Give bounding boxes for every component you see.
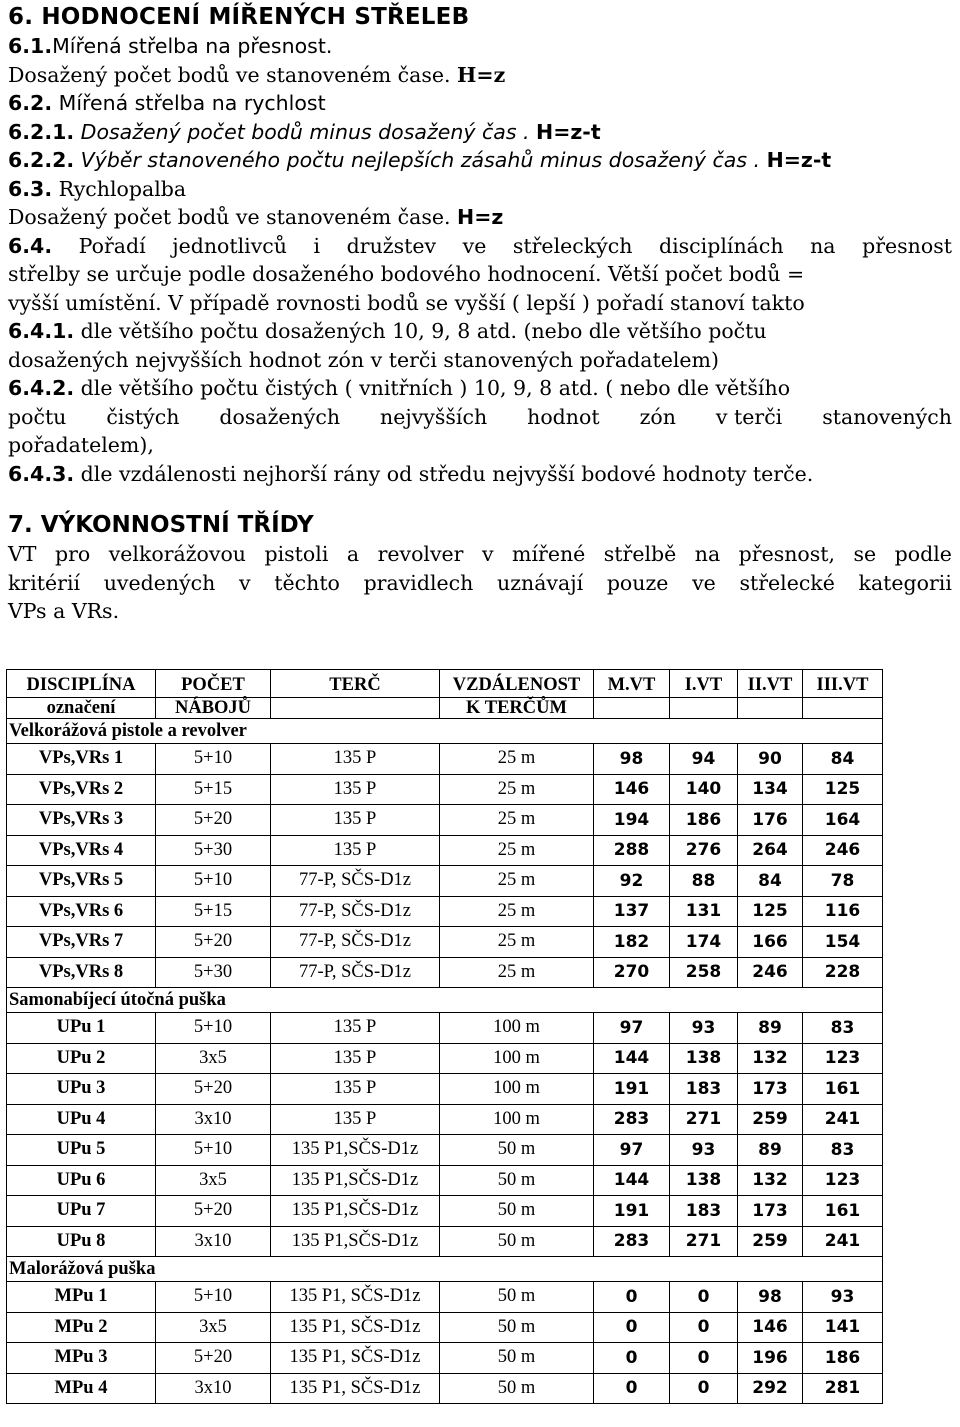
header-distance-sub: K TERČŮM (440, 698, 594, 719)
mvt-cell: 182 (594, 927, 670, 958)
iivt-cell: 176 (738, 805, 803, 836)
target-cell: 135 P (271, 774, 440, 805)
ivt-cell: 0 (670, 1282, 738, 1313)
section-name: Samonabíjecí útočná puška (7, 988, 883, 1013)
header-mvt: M.VT (594, 670, 670, 698)
distance-cell: 50 m (440, 1135, 594, 1166)
ivt-cell: 186 (670, 805, 738, 836)
discipline-cell: VPs,VRs 4 (7, 835, 156, 866)
line-6-2-2 (8, 146, 952, 175)
iiivt-cell: 241 (803, 1226, 883, 1257)
target-cell: 135 P (271, 805, 440, 836)
rounds-cell: 3x5 (156, 1312, 271, 1343)
word: uznávají (497, 570, 584, 595)
mvt-cell: 191 (594, 1074, 670, 1105)
iiivt-cell: 125 (803, 774, 883, 805)
table-header-row-1 (7, 670, 883, 698)
line-6-3-number: 6.3. (8, 176, 53, 201)
line-6-2-1-text: Dosažený počet bodů minus dosažený čas . (74, 119, 537, 144)
line-6-4-3 (8, 460, 952, 489)
ivt-cell: 258 (670, 957, 738, 988)
iivt-cell: 89 (738, 1013, 803, 1044)
header-distance: VZDÁLENOST (440, 670, 594, 698)
distance-cell: 50 m (440, 1165, 594, 1196)
word: v (239, 570, 251, 595)
line-6-2-number: 6.2. (8, 91, 53, 115)
target-cell: 135 P1, SČS-D1z (271, 1282, 440, 1313)
mvt-cell: 0 (594, 1312, 670, 1343)
iiivt-cell: 186 (803, 1343, 883, 1374)
word: uvedených (103, 570, 216, 595)
discipline-cell: VPs,VRs 7 (7, 927, 156, 958)
table-row (7, 774, 883, 805)
target-cell: 77-P, SČS-D1z (271, 866, 440, 897)
iivt-cell: 134 (738, 774, 803, 805)
iivt-cell: 146 (738, 1312, 803, 1343)
table-row (7, 1074, 883, 1105)
iivt-cell: 173 (738, 1196, 803, 1227)
header-discipline-sub: označení (7, 698, 156, 719)
iiivt-cell: 93 (803, 1282, 883, 1313)
target-cell: 135 P1,SČS-D1z (271, 1165, 440, 1196)
word: počtu (8, 404, 67, 429)
header-target: TERČ (271, 670, 440, 698)
target-cell: 135 P1, SČS-D1z (271, 1343, 440, 1374)
table-row (7, 1226, 883, 1257)
iivt-cell: 132 (738, 1043, 803, 1074)
line-6-2-1 (8, 118, 952, 147)
rounds-cell: 5+20 (156, 1343, 271, 1374)
line-6-4-2-number: 6.4.2. (8, 376, 75, 400)
mvt-cell: 283 (594, 1104, 670, 1135)
iivt-cell: 125 (738, 896, 803, 927)
discipline-cell: MPu 2 (7, 1312, 156, 1343)
line-6-3 (8, 175, 952, 204)
distance-cell: 25 m (440, 927, 594, 958)
table-row (7, 866, 883, 897)
rounds-cell: 5+15 (156, 896, 271, 927)
iiivt-cell: 228 (803, 957, 883, 988)
discipline-cell: VPs,VRs 3 (7, 805, 156, 836)
section-row (7, 1257, 883, 1282)
rounds-cell: 5+20 (156, 927, 271, 958)
iivt-cell: 196 (738, 1343, 803, 1374)
iiivt-cell: 123 (803, 1165, 883, 1196)
discipline-cell: UPu 1 (7, 1013, 156, 1044)
mvt-cell: 97 (594, 1013, 670, 1044)
discipline-cell: VPs,VRs 8 (7, 957, 156, 988)
ivt-cell: 271 (670, 1226, 738, 1257)
ivt-cell: 93 (670, 1013, 738, 1044)
word: podle (894, 542, 952, 566)
line-6-2-1-number: 6.2.1. (8, 119, 75, 144)
discipline-cell: MPu 4 (7, 1373, 156, 1404)
iivt-cell: 259 (738, 1104, 803, 1135)
table-row (7, 1043, 883, 1074)
paragraph-line-3: VPs a VRs. (8, 599, 120, 623)
header-discipline: DISCIPLÍNA (7, 670, 156, 698)
ivt-cell: 183 (670, 1196, 738, 1227)
rounds-cell: 5+10 (156, 1135, 271, 1166)
word: střelecké (739, 570, 835, 595)
word: VT (8, 542, 37, 566)
mvt-cell: 146 (594, 774, 670, 805)
line-6-4-2 (8, 374, 952, 403)
discipline-cell: VPs,VRs 2 (7, 774, 156, 805)
line-6-4-1 (8, 317, 952, 346)
ivt-cell: 88 (670, 866, 738, 897)
header-iiivt: III.VT (803, 670, 883, 698)
section-7-title: 7. VÝKONNOSTNÍ TŘÍDY (8, 512, 314, 538)
ivt-cell: 174 (670, 927, 738, 958)
iivt-cell: 264 (738, 835, 803, 866)
word: se (853, 542, 877, 566)
distance-cell: 25 m (440, 957, 594, 988)
target-cell: 77-P, SČS-D1z (271, 927, 440, 958)
performance-classes-table (6, 669, 883, 1404)
iiivt-cell: 123 (803, 1043, 883, 1074)
formula-h-z: H=z (457, 62, 506, 87)
word: pravidlech (363, 570, 474, 595)
word: střelbě (603, 542, 677, 566)
line-6-2-2-text: Výběr stanoveného počtu nejlepších zásahů minus dosažený čas . (74, 148, 767, 172)
word: pouze (606, 570, 669, 595)
word: revolver (377, 542, 464, 566)
table-row (7, 1343, 883, 1374)
discipline-cell: UPu 2 (7, 1043, 156, 1074)
distance-cell: 50 m (440, 1226, 594, 1257)
iiivt-cell: 83 (803, 1013, 883, 1044)
iivt-cell: 246 (738, 957, 803, 988)
target-cell: 135 P (271, 1013, 440, 1044)
word: na (694, 542, 721, 566)
discipline-cell: VPs,VRs 6 (7, 896, 156, 927)
paragraph-line-2 (8, 569, 952, 598)
table-row (7, 1165, 883, 1196)
line-6-4-1-cont: dosažených nejvyšších hodnot zón v terči stanovených pořadatelem) (8, 347, 719, 372)
iivt-cell: 292 (738, 1373, 803, 1404)
header-mvt-sub (594, 698, 670, 719)
discipline-cell: UPu 6 (7, 1165, 156, 1196)
line-6-1-detail (8, 61, 952, 90)
target-cell: 135 P1,SČS-D1z (271, 1196, 440, 1227)
line-6-2 (8, 89, 952, 118)
line-6-4-3-number: 6.4.3. (8, 461, 75, 486)
distance-cell: 25 m (440, 744, 594, 775)
header-iiivt-sub (803, 698, 883, 719)
line-6-1-text: Mířená střelba na přesnost. (52, 34, 333, 58)
distance-cell: 50 m (440, 1312, 594, 1343)
word: na (810, 233, 836, 258)
line-6-3-text: Rychlopalba (52, 176, 187, 201)
section-row (7, 719, 883, 744)
word: čistých (106, 404, 180, 429)
target-cell: 77-P, SČS-D1z (271, 957, 440, 988)
word: disciplínách (658, 233, 784, 258)
section-name: Velkorážová pistole a revolver (7, 719, 883, 744)
iivt-cell: 98 (738, 1282, 803, 1313)
iivt-cell: 166 (738, 927, 803, 958)
iiivt-cell: 246 (803, 835, 883, 866)
target-cell: 135 P1, SČS-D1z (271, 1312, 440, 1343)
line-6-3-detail-text: Dosažený počet bodů ve stanoveném čase. (8, 205, 458, 229)
line-6-4-2-cont-2: pořadatelem), (8, 433, 154, 457)
discipline-cell: UPu 5 (7, 1135, 156, 1166)
distance-cell: 25 m (440, 774, 594, 805)
mvt-cell: 270 (594, 957, 670, 988)
mvt-cell: 288 (594, 835, 670, 866)
mvt-cell: 144 (594, 1043, 670, 1074)
table-row (7, 835, 883, 866)
mvt-cell: 98 (594, 744, 670, 775)
iiivt-cell: 161 (803, 1196, 883, 1227)
ivt-cell: 0 (670, 1373, 738, 1404)
line-6-3-detail (8, 203, 952, 232)
line-6-4-2-cont (8, 403, 952, 432)
word: ve (462, 233, 487, 258)
iivt-cell: 173 (738, 1074, 803, 1105)
distance-cell: 100 m (440, 1013, 594, 1044)
line-6-4-cont-1: střelby se určuje podle dosaženého bodového hodnocení. Větší počet bodů = (8, 262, 805, 286)
rounds-cell: 5+20 (156, 1074, 271, 1105)
word: Pořadí (78, 233, 146, 258)
word: a (346, 542, 360, 566)
word: ve (692, 570, 716, 595)
word: stanovených (822, 404, 952, 429)
target-cell: 135 P (271, 1104, 440, 1135)
iiivt-cell: 84 (803, 744, 883, 775)
target-cell: 135 P1,SČS-D1z (271, 1135, 440, 1166)
distance-cell: 25 m (440, 835, 594, 866)
header-iivt: II.VT (738, 670, 803, 698)
ivt-cell: 140 (670, 774, 738, 805)
discipline-cell: UPu 8 (7, 1226, 156, 1257)
mvt-cell: 0 (594, 1373, 670, 1404)
word: hodnot (527, 404, 600, 429)
distance-cell: 50 m (440, 1282, 594, 1313)
rounds-cell: 3x10 (156, 1373, 271, 1404)
iiivt-cell: 116 (803, 896, 883, 927)
rounds-cell: 5+30 (156, 957, 271, 988)
word: zón (639, 404, 676, 429)
rounds-cell: 5+10 (156, 866, 271, 897)
rounds-cell: 5+15 (156, 774, 271, 805)
iiivt-cell: 78 (803, 866, 883, 897)
mvt-cell: 92 (594, 866, 670, 897)
formula-h-z-t-2: H=z-t (766, 148, 832, 172)
header-ivt: I.VT (670, 670, 738, 698)
word: v terči (715, 404, 783, 429)
discipline-cell: MPu 1 (7, 1282, 156, 1313)
iivt-cell: 132 (738, 1165, 803, 1196)
section-7-paragraph (8, 540, 952, 626)
section-row (7, 988, 883, 1013)
target-cell: 135 P1, SČS-D1z (271, 1373, 440, 1404)
word: kategorii (858, 570, 952, 595)
word: v (481, 542, 494, 566)
paragraph-line-1 (8, 540, 952, 569)
distance-cell: 100 m (440, 1043, 594, 1074)
word: pistoli (264, 542, 329, 566)
iiivt-cell: 154 (803, 927, 883, 958)
rounds-cell: 5+20 (156, 805, 271, 836)
table-body (7, 719, 883, 1404)
rounds-cell: 3x5 (156, 1043, 271, 1074)
rounds-cell: 5+20 (156, 1196, 271, 1227)
iivt-cell: 90 (738, 744, 803, 775)
table-row (7, 1013, 883, 1044)
iivt-cell: 89 (738, 1135, 803, 1166)
formula-h-z-2: H=z (457, 205, 504, 229)
header-rounds: POČET (156, 670, 271, 698)
header-iivt-sub (738, 698, 803, 719)
table-row (7, 896, 883, 927)
mvt-cell: 97 (594, 1135, 670, 1166)
word: nejvyšších (380, 404, 488, 429)
line-6-4-cont-2: vyšší umístění. V případě rovnosti bodů se vyšší ( lepší ) pořadí stanoví takto (8, 290, 805, 315)
table-header-row-2 (7, 698, 883, 719)
line-6-2-2-number: 6.2.2. (8, 148, 75, 172)
distance-cell: 25 m (440, 866, 594, 897)
ivt-cell: 138 (670, 1165, 738, 1196)
discipline-cell: UPu 4 (7, 1104, 156, 1135)
iiivt-cell: 281 (803, 1373, 883, 1404)
iivt-cell: 259 (738, 1226, 803, 1257)
iiivt-cell: 164 (803, 805, 883, 836)
table-row (7, 805, 883, 836)
ivt-cell: 0 (670, 1312, 738, 1343)
word: jednotlivců (172, 233, 287, 258)
rounds-cell: 3x10 (156, 1104, 271, 1135)
rounds-cell: 5+10 (156, 744, 271, 775)
ivt-cell: 138 (670, 1043, 738, 1074)
ivt-cell: 94 (670, 744, 738, 775)
iiivt-cell: 83 (803, 1135, 883, 1166)
distance-cell: 25 m (440, 805, 594, 836)
formula-h-z-t: H=z-t (536, 119, 601, 144)
distance-cell: 100 m (440, 1074, 594, 1105)
mvt-cell: 0 (594, 1282, 670, 1313)
word: přesnost, (738, 542, 836, 566)
ivt-cell: 276 (670, 835, 738, 866)
discipline-cell: MPu 3 (7, 1343, 156, 1374)
iiivt-cell: 161 (803, 1074, 883, 1105)
mvt-cell: 191 (594, 1196, 670, 1227)
rounds-cell: 5+10 (156, 1282, 271, 1313)
line-6-4-1-number: 6.4.1. (8, 319, 75, 343)
iiivt-cell: 141 (803, 1312, 883, 1343)
table-row (7, 744, 883, 775)
target-cell: 135 P (271, 744, 440, 775)
ivt-cell: 183 (670, 1074, 738, 1105)
line-6-4 (8, 232, 952, 261)
rounds-cell: 5+30 (156, 835, 271, 866)
ivt-cell: 0 (670, 1343, 738, 1374)
table-row (7, 1104, 883, 1135)
word: družstev (346, 233, 437, 258)
rounds-cell: 5+10 (156, 1013, 271, 1044)
word: velkorážovou (108, 542, 247, 566)
line-6-4-3-text: dle vzdálenosti nejhorší rány od středu nejvyšší bodové hodnoty terče. (74, 461, 814, 486)
table-row (7, 1196, 883, 1227)
target-cell: 135 P1,SČS-D1z (271, 1226, 440, 1257)
rounds-cell: 3x10 (156, 1226, 271, 1257)
distance-cell: 50 m (440, 1373, 594, 1404)
discipline-cell: UPu 3 (7, 1074, 156, 1105)
section-6-title: 6. HODNOCENÍ MÍŘENÝCH STŘELEB (8, 4, 470, 30)
line-6-4-1-text: dle většího počtu dosažených 10, 9, 8 atd. (nebo dle většího počtu (74, 319, 767, 343)
mvt-cell: 137 (594, 896, 670, 927)
line-6-4-number: 6.4. (8, 233, 53, 258)
ivt-cell: 271 (670, 1104, 738, 1135)
iiivt-cell: 241 (803, 1104, 883, 1135)
target-cell: 77-P, SČS-D1z (271, 896, 440, 927)
header-target-sub (271, 698, 440, 719)
mvt-cell: 0 (594, 1343, 670, 1374)
word: mířené (512, 542, 586, 566)
table-row (7, 1135, 883, 1166)
word: kritérií (8, 570, 81, 595)
discipline-cell: VPs,VRs 1 (7, 744, 156, 775)
line-6-2-text: Mířená střelba na rychlost (52, 91, 326, 115)
line-6-1-number: 6.1. (8, 34, 53, 58)
table-row (7, 1312, 883, 1343)
mvt-cell: 144 (594, 1165, 670, 1196)
distance-cell: 100 m (440, 1104, 594, 1135)
table-row (7, 927, 883, 958)
ivt-cell: 131 (670, 896, 738, 927)
mvt-cell: 283 (594, 1226, 670, 1257)
word: střeleckých (512, 233, 633, 258)
rounds-cell: 3x5 (156, 1165, 271, 1196)
distance-cell: 25 m (440, 896, 594, 927)
discipline-cell: VPs,VRs 5 (7, 866, 156, 897)
line-6-1-detail-text: Dosažený počet bodů ve stanoveném čase. (8, 62, 458, 87)
word: přesnost (862, 233, 952, 258)
header-rounds-sub: NÁBOJŮ (156, 698, 271, 719)
line-6-4-2-text: dle většího počtu čistých ( vnitřních ) 10, 9, 8 atd. ( nebo dle většího (74, 376, 791, 400)
table-row (7, 957, 883, 988)
target-cell: 135 P (271, 835, 440, 866)
header-ivt-sub (670, 698, 738, 719)
mvt-cell: 194 (594, 805, 670, 836)
target-cell: 135 P (271, 1043, 440, 1074)
word: těchto (274, 570, 340, 595)
section-name: Malorážová puška (7, 1257, 883, 1282)
table-row (7, 1373, 883, 1404)
ivt-cell: 93 (670, 1135, 738, 1166)
distance-cell: 50 m (440, 1343, 594, 1374)
word: i (313, 233, 321, 258)
table-row (7, 1282, 883, 1313)
word: pro (54, 542, 91, 566)
distance-cell: 50 m (440, 1196, 594, 1227)
target-cell: 135 P (271, 1074, 440, 1105)
word: dosažených (219, 404, 341, 429)
line-6-1 (8, 32, 952, 61)
iivt-cell: 84 (738, 866, 803, 897)
discipline-cell: UPu 7 (7, 1196, 156, 1227)
